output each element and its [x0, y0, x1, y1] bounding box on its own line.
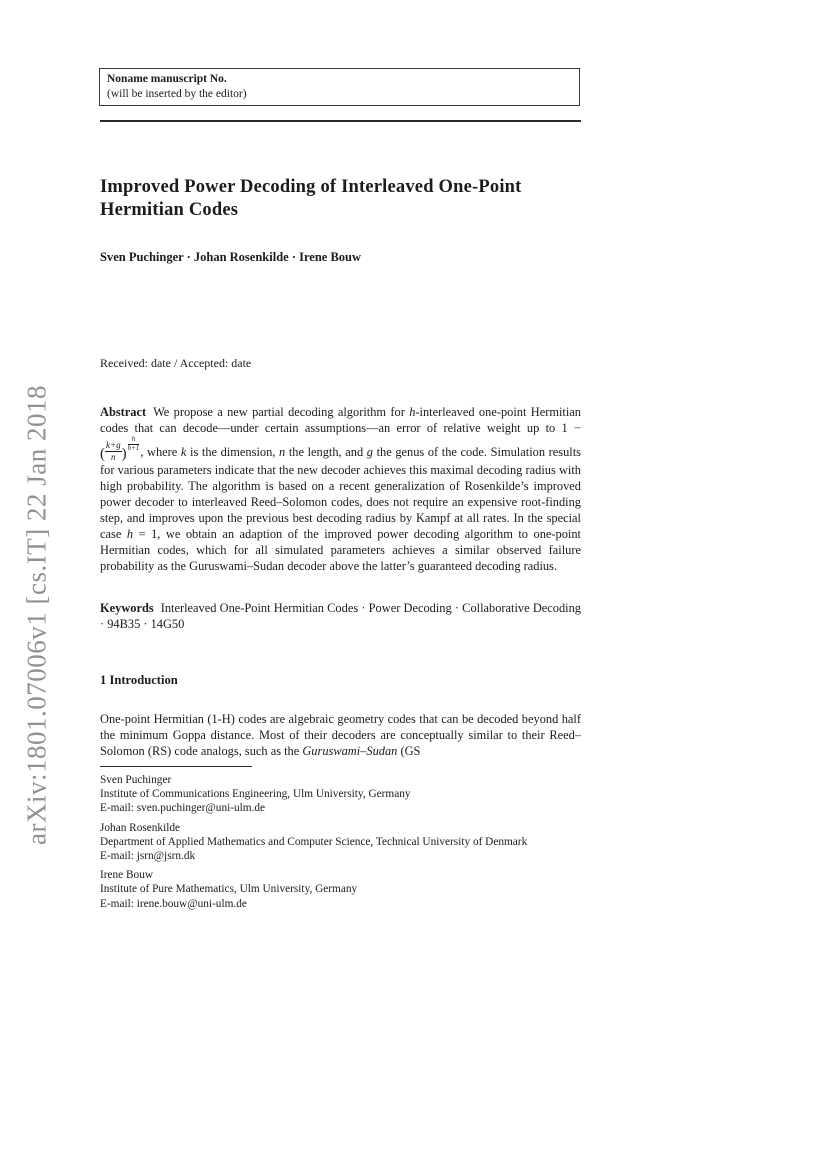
footnote-author-email: E-mail: irene.bouw@uni-ulm.de	[100, 897, 247, 910]
footnote-author-affiliation: Institute of Pure Mathematics, Ulm University, Germany	[100, 883, 358, 896]
footnote-author-affiliation: Department of Applied Mathematics and Computer Science, Technical University of Denmark	[100, 835, 528, 848]
keywords-paragraph	[100, 600, 581, 632]
abstract-text-before-formula: We propose a new partial decoding algorithm for h-interleaved one-point Hermitian codes that can decode—under certain assumptions—an error of relative weight up to 1 −	[100, 405, 581, 435]
abstract-label: Abstract	[100, 405, 147, 419]
footnote-author-1	[100, 773, 581, 816]
footnote-author-email: E-mail: jsrn@jsrn.dk	[100, 850, 196, 863]
formula-close-paren: )	[121, 446, 127, 462]
footnote-author-3	[100, 868, 581, 911]
abstract-paragraph	[100, 404, 581, 574]
abstract-text-after-formula: , where k is the dimension, n the length, and g the genus of the code. Simulation results for various parameters indicate that the new decoder achieves this maximal decoding radius with high probability. The algorithm is based on a recent generalization of Rosenkilde’s improved power decoder to interleaved Reed–Solomon codes, does not require an expensive root-finding step, and improves upon the previous best decoding radius by Kampf at all rates. In the special case h = 1, we obtain an adaption of the improved power decoding algorithm to one-point Hermitian codes, which for all simulated parameters achieves a similar observed failure probability as the Guruswami–Sudan decoder above the latter’s guaranteed decoding radius.	[100, 445, 581, 573]
footnotes-block	[100, 773, 581, 916]
formula-fraction	[105, 441, 122, 462]
section-heading-introduction: 1 Introduction	[100, 673, 178, 687]
footnote-author-email: E-mail: sven.puchinger@uni-ulm.de	[100, 802, 266, 815]
editor-note-line: (will be inserted by the editor)	[107, 88, 247, 100]
formula-exponent-numerator: h	[128, 436, 140, 445]
footnote-author-2	[100, 821, 581, 864]
formula-exponent-denominator: h+1	[127, 444, 140, 452]
keywords-text: Interleaved One-Point Hermitian Codes · Power Decoding · Collaborative Decoding · 94B35 · 14G50	[100, 601, 581, 631]
footnote-author-name: Johan Rosenkilde	[100, 821, 181, 834]
introduction-paragraph: One-point Hermitian (1-H) codes are algebraic geometry codes that can be decoded beyond half the minimum Goppa distance. Most of their decoders are conceptually similar to their Reed–Solomon (RS) code analogs, such as the Guruswami–Sudan (GS	[100, 712, 581, 758]
received-accepted-line: Received: date / Accepted: date	[100, 356, 252, 370]
footnote-author-name: Irene Bouw	[100, 869, 154, 882]
formula-fraction-denominator: n	[111, 452, 116, 462]
formula-fraction-numerator: k+g	[106, 440, 121, 450]
formula-exponent-fraction	[128, 436, 140, 452]
footnote-author-affiliation: Institute of Communications Engineering, Ulm University, Germany	[100, 788, 411, 801]
header-rule	[100, 120, 581, 122]
formula-open-paren: (	[100, 446, 105, 462]
keywords-label: Keywords	[100, 601, 154, 615]
footnote-rule	[100, 766, 252, 767]
decoding-radius-formula	[100, 435, 140, 462]
arxiv-watermark: arXiv:1801.07006v1 [cs.IT] 22 Jan 2018	[21, 385, 52, 845]
manuscript-no-line: Noname manuscript No.	[107, 73, 227, 85]
paper-title: Improved Power Decoding of Interleaved One-Point Hermitian Codes	[100, 177, 522, 220]
manuscript-header-box	[99, 68, 580, 106]
authors-line: Sven Puchinger · Johan Rosenkilde · Irene Bouw	[100, 250, 362, 264]
footnote-author-name: Sven Puchinger	[100, 774, 172, 786]
